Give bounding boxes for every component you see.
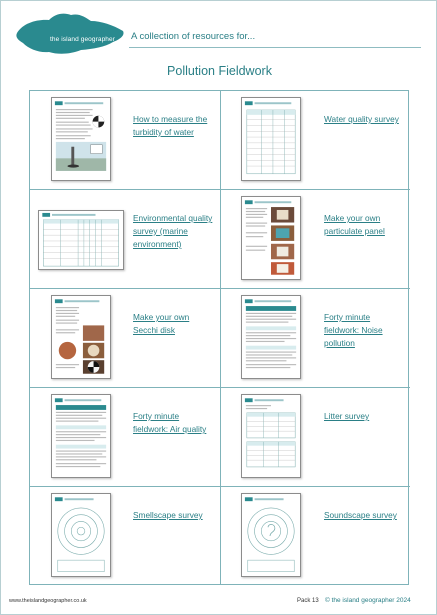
resource-cell-smellscape	[30, 487, 221, 584]
tagline: A collection of resources for...	[131, 31, 256, 42]
resource-grid	[29, 90, 409, 585]
footer-brand: © the island geographer 2024	[325, 597, 411, 604]
smellscape-thumbnail[interactable]	[51, 493, 111, 577]
resource-link-environmental-quality[interactable]: Environmental quality survey (marine environment)	[133, 213, 213, 249]
footer-pack-number: Pack 13	[297, 598, 319, 604]
resource-cell-secchi-disk	[30, 289, 221, 388]
resource-cell-litter-survey	[221, 388, 410, 487]
resource-link-particulate-panel[interactable]: Make your own particulate panel	[324, 213, 385, 236]
resource-cell-water-quality	[221, 91, 410, 190]
resource-link-soundscape[interactable]: Soundscape survey	[324, 510, 397, 520]
header-divider	[129, 47, 421, 48]
soundscape-thumbnail[interactable]	[241, 493, 301, 577]
environmental-quality-thumbnail[interactable]	[38, 210, 124, 270]
resource-link-water-quality[interactable]: Water quality survey	[324, 114, 399, 124]
resource-link-air-quality[interactable]: Forty minute fieldwork: Air quality	[133, 411, 207, 434]
resource-cell-turbidity	[30, 91, 221, 190]
air-quality-thumbnail[interactable]	[51, 394, 111, 478]
resource-link-secchi-disk[interactable]: Make your own Secchi disk	[133, 312, 190, 335]
resource-link-smellscape[interactable]: Smellscape survey	[133, 510, 203, 520]
resource-cell-particulate-panel	[221, 190, 410, 289]
litter-survey-thumbnail[interactable]	[241, 394, 301, 478]
resource-cell-environmental-quality	[30, 190, 221, 289]
secchi-disk-thumbnail[interactable]	[51, 295, 111, 379]
resource-link-litter-survey[interactable]: Litter survey	[324, 411, 370, 421]
noise-pollution-thumbnail[interactable]	[241, 295, 301, 379]
footer-url[interactable]: www.theislandgeographer.co.uk	[9, 598, 87, 604]
resource-link-turbidity[interactable]: How to measure the turbidity of water	[133, 114, 208, 137]
turbidity-thumbnail[interactable]	[51, 97, 111, 181]
water-quality-thumbnail[interactable]	[241, 97, 301, 181]
island-logo-icon	[13, 9, 128, 59]
resource-cell-soundscape	[221, 487, 410, 584]
resource-link-noise-pollution[interactable]: Forty minute fieldwork: Noise pollution	[324, 312, 383, 348]
resource-cell-air-quality	[30, 388, 221, 487]
resource-cell-noise-pollution	[221, 289, 410, 388]
logo-text: the island geographer	[50, 36, 115, 43]
header	[13, 9, 433, 61]
page-title: Pollution Fieldwork	[167, 64, 272, 78]
particulate-panel-thumbnail[interactable]	[241, 196, 301, 280]
